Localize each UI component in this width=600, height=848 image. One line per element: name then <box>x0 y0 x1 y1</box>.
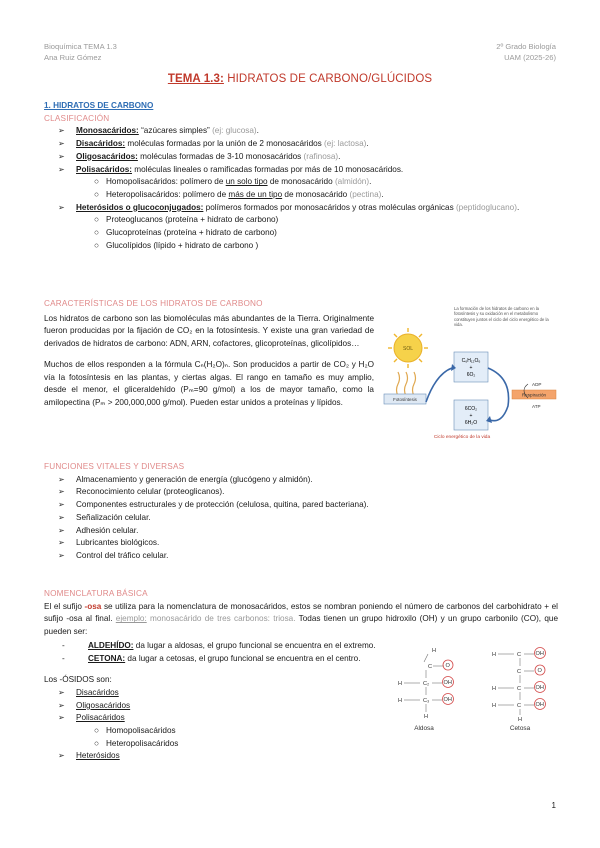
svg-text:H: H <box>492 652 497 658</box>
sub-list-item: ○ Homopolisacáridos: polímero de un solo tipo de monosacárido (almidón). <box>94 177 372 187</box>
list-item: - CETONA: da lugar a cetosas, el grupo funcional se encuentra en el centro. <box>62 653 361 663</box>
svg-text:OH: OH <box>535 702 544 708</box>
list-item: ➢ Heterósidos <box>58 751 120 761</box>
header-author: Ana Ruiz Gómez <box>44 53 102 63</box>
svg-text:OH: OH <box>443 697 452 703</box>
svg-text:H: H <box>398 681 403 687</box>
svg-text:OH: OH <box>535 685 544 691</box>
list-item: ➢ Componentes estructurales y de protección (celulosa, quitina, pared bacteriana). <box>58 500 369 510</box>
sub-list-item: ○ Homopolisacáridos <box>94 726 176 736</box>
aldose-ketose-figure <box>384 642 560 734</box>
svg-text:6O₂: 6O₂ <box>466 372 476 378</box>
respiration-label: Respiración <box>521 392 547 398</box>
paragraph: Los hidratos de carbono son las biomoléculas más abundantes de la Tierra. Originalmente fueron producidas por la fijación de CO₂ en la fotosíntesis. Y existe una gran variedad de derivados de hidratos de carbono: ADN, ARN, cofactores, glicoproteínas, glicolípidos… <box>44 313 374 349</box>
list-item: ➢ Disacáridos <box>58 687 119 697</box>
list-item: ➢ Reconocimiento celular (proteoglicanos). <box>58 487 225 497</box>
svg-text:H: H <box>432 648 437 654</box>
osidos-label: Los -ÓSIDOS son: <box>44 675 112 685</box>
svg-text:+: + <box>469 365 473 371</box>
subsection-heading: FUNCIONES VITALES Y DIVERSAS <box>44 462 185 471</box>
svg-text:H: H <box>398 698 403 704</box>
ketose-label: Cetosa <box>509 725 531 732</box>
svg-text:O: O <box>537 668 542 674</box>
title-text: HIDRATOS DE CARBONO/GLÚCIDOS <box>223 73 433 85</box>
list-item: ➢ Oligosacáridos: moléculas formadas de 3-10 monosacáridos (rafinosa). <box>58 151 341 161</box>
svg-text:O: O <box>445 663 450 669</box>
svg-text:C: C <box>428 664 433 670</box>
page-title <box>0 71 600 89</box>
energy-cycle-figure <box>380 306 560 446</box>
sub-list-item: ○ Proteoglucanos (proteína + hidrato de carbono) <box>94 215 279 225</box>
svg-text:OH: OH <box>443 680 452 686</box>
svg-text:C: C <box>517 652 522 658</box>
list-item: - ALDEHÍDO: da lugar a aldosas, el grupo funcional se encuentra en el extremo. <box>62 640 376 650</box>
header-course: Bioquímica TEMA 1.3 <box>44 42 117 51</box>
list-item: ➢ Polisacáridos <box>58 713 125 723</box>
svg-text:H: H <box>424 714 429 720</box>
figure-top-caption: La formación de los hidratos de carbono en la fotosíntesis y su oxidación en el metabolismo constituyen juntos el ciclo del ciclo energético de la vida. <box>454 306 549 328</box>
sunlight-rays <box>397 372 416 396</box>
list-item: ➢ Monosacáridos: “azúcares simples” (ej: glucosa). <box>58 126 259 136</box>
list-item: ➢ Disacáridos: moléculas formadas por la unión de 2 monosacáridos (ej: lactosa). <box>58 139 369 149</box>
cycle-arrow-left <box>426 368 452 402</box>
sub-list-item: ○ Heteropolisacáridos: polímero de más de un tipo de monosacárido (pectina). <box>94 189 384 199</box>
svg-text:6H₂O: 6H₂O <box>464 420 478 426</box>
list-item: ➢ Lubricantes biológicos. <box>58 538 160 548</box>
header-left <box>44 41 117 64</box>
sun-icon <box>388 328 428 368</box>
svg-text:SOL: SOL <box>402 346 414 352</box>
ketose-structure <box>492 648 546 724</box>
list-item: ➢ Almacenamiento y generación de energía (glucógeno y almidón). <box>58 474 313 484</box>
figure-caption: Ciclo energético de la vida <box>433 435 491 440</box>
aldose-structure <box>398 648 454 720</box>
header-university: UAM (2025-26) <box>504 53 556 63</box>
adp-label: ADP <box>532 382 542 387</box>
section-characteristics <box>44 298 374 410</box>
subsection-heading: CLASIFICACIÓN <box>44 113 110 123</box>
list-item: ➢ Adhesión celular. <box>58 525 139 535</box>
list-item: ➢ Polisacáridos: moléculas lineales o ramificadas formadas por más de 10 monosacáridos. <box>58 164 404 174</box>
sub-list-item: ○ Glucoproteínas (proteína + hidrato de carbono) <box>94 228 277 238</box>
photosynthesis-label: Fotosíntesis <box>393 397 417 402</box>
section-heading: 1. HIDRATOS DE CARBONO <box>44 101 154 110</box>
cycle-arrow-right <box>488 368 509 421</box>
svg-text:C: C <box>517 703 522 709</box>
section-functions <box>44 461 558 563</box>
aldose-label: Aldosa <box>414 725 434 732</box>
subsection-heading: NOMENCLATURA BÁSICA <box>44 589 148 598</box>
svg-text:H: H <box>492 686 497 692</box>
svg-text:C₂: C₂ <box>423 681 430 687</box>
svg-text:H: H <box>518 717 523 723</box>
svg-text:C₆H₁₂O₆: C₆H₁₂O₆ <box>461 358 481 364</box>
section-classification <box>44 100 558 252</box>
list-item: ➢ Oligosacáridos <box>58 700 131 710</box>
svg-text:H: H <box>492 703 497 709</box>
sub-list-item: ○ Glucolípidos (lípido + hidrato de carbono ) <box>94 240 259 250</box>
svg-text:6CO₂: 6CO₂ <box>464 406 478 412</box>
svg-text:C: C <box>517 686 522 692</box>
page-number: 1 <box>551 801 556 810</box>
paragraph: El el sufijo -osa se utiliza para la nomenclatura de monosacáridos, estos se nombran poniendo el número de carbonos del carbohidrato + el sufijo -osa al final. ejemplo: monosacárido de tres carbonos: triosa. Todas tienen un grupo hidroxilo (OH) y un grupo carbonilo (CO), que pueden ser: <box>44 601 559 637</box>
svg-text:+: + <box>469 413 473 419</box>
header-right <box>496 41 556 64</box>
list-item: ➢ Control del tráfico celular. <box>58 550 169 560</box>
list-item: ➢ Heterósidos o glucoconjugados: polímeros formados por monosacáridos y otras moléculas orgánicas (peptidoglucano). <box>58 202 520 212</box>
paragraph: Muchos de ellos responden a la fórmula Cₙ(H₂O)ₙ. Son producidos a partir de CO₂ y H₂O vía la fotosíntesis en las plantas, y ciertas algas. El rango en tamaño es muy amplio, desde el menor, el gliceraldehído (Pₘ=90 g/mol) a los de mayor tamaño, como la amilopectina (Pₘ > 200,000,000 g/mol). Pueden estar unidos a proteínas y lípidos. <box>44 359 374 407</box>
subsection-heading: CARACTERÍSTICAS DE LOS HIDRATOS DE CARBONO <box>44 299 263 308</box>
header-degree: 2º Grado Biología <box>496 42 556 51</box>
svg-text:C₃: C₃ <box>423 698 430 704</box>
list-item: ➢ Señalización celular. <box>58 512 151 522</box>
atp-label: ATP <box>532 404 541 409</box>
title-prefix: TEMA 1.3: <box>167 73 224 85</box>
svg-text:OH: OH <box>535 651 544 657</box>
sub-list-item: ○ Heteropolisacáridos <box>94 738 179 748</box>
svg-text:C: C <box>517 669 522 675</box>
